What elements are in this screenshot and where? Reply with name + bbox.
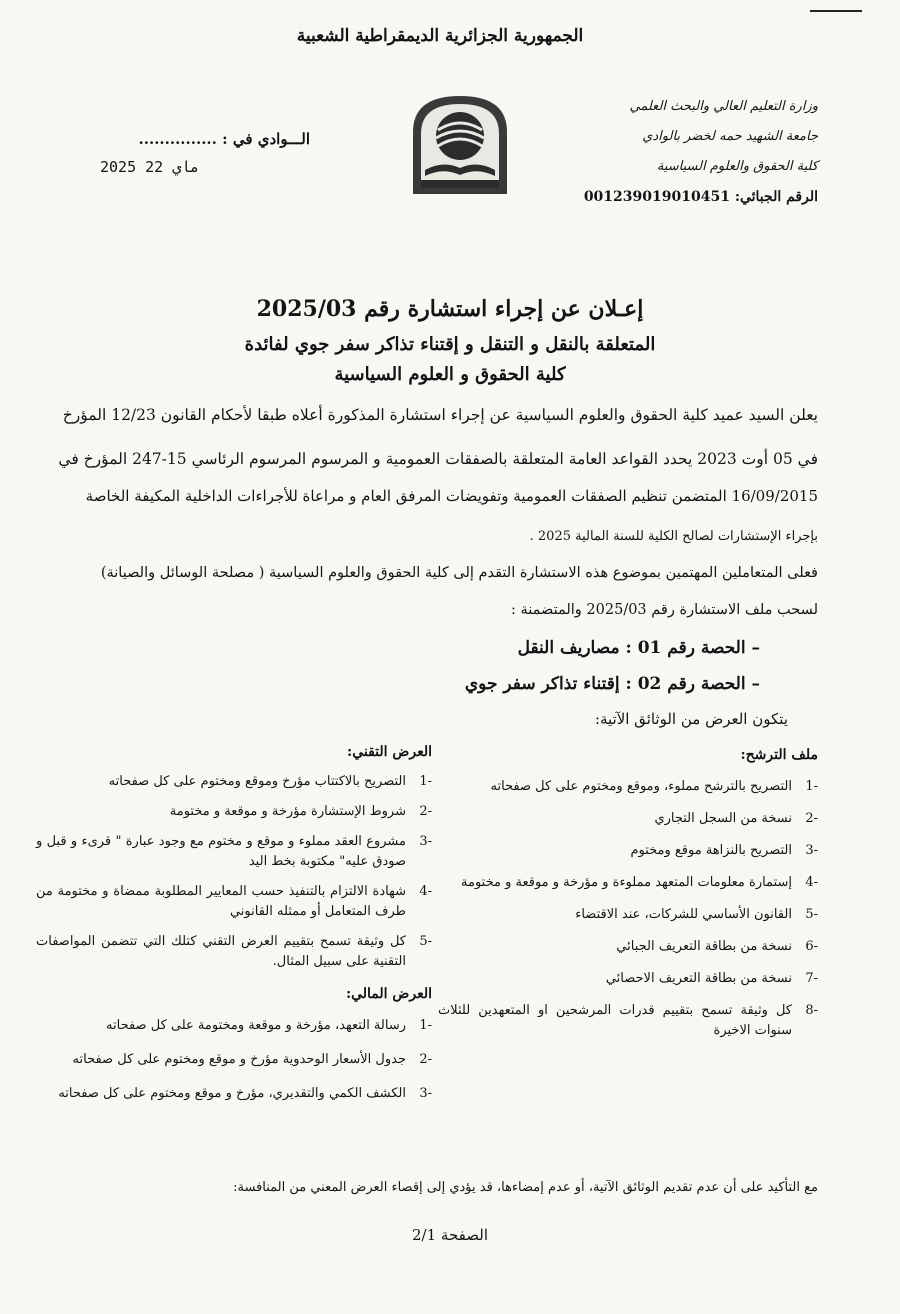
technical-item: -3 مشروع العقد مملوء و موقع و مختوم مع وجود عبارة " قرىء و قبل و صودق عليه" مكتوبة بخط اليد [36,834,432,869]
intro-line-2: في 05 أوت 2023 يحدد القواعد العامة المتعلقة بالصفقات العمومية و المرسوم المرسوم الرئاسي 15-247 المؤرخ في [58,450,818,468]
announcement-subtitle-2: كلية الحقوق و العلوم السياسية [334,364,566,385]
faculty-name: كلية الحقوق والعلوم السياسية [656,159,818,174]
technical-item: -1 التصريح بالاكتتاب مؤرخ وموقع ومختوم على كل صفحاته [108,774,432,789]
candidacy-item: -4 إستمارة معلومات المتعهد مملوءة و مؤرخة و موقعة و مختومة [461,875,818,890]
candidacy-item: -2 نسخة من السجل التجاري [654,811,818,826]
intro-line-3: 16/09/2015 المتضمن تنظيم الصفقات العمومية وتفويضات المرفق العام و مراعاة للأجراءات الداخلية المكيفة الخاصة [85,487,818,505]
university-name: جامعة الشهيد حمه لخضر بالوادي [642,129,818,144]
candidacy-item: -7 نسخة من بطاقة التعريف الاحصائي [605,971,818,986]
intro-line-4: بإجراء الإستشارات لصالح الكلية للسنة المالية 2025 . [529,529,818,544]
financial-item: -2 جدول الأسعار الوحدوية مؤرخ و موقع ومختوم على كل صفحاته [72,1052,432,1067]
fiscal-label: الرقم الجبائي: [734,189,818,205]
university-logo [405,90,515,198]
candidacy-item: -3 التصريح بالنزاهة موقع ومختوم [630,843,818,858]
offer-intro: يتكون العرض من الوثائق الآتية: [594,710,788,728]
intro-line-5: فعلى المتعاملين المهتمين بموضوع هذه الاستشارة التقدم إلى كلية الحقوق والعلوم السياسية ( مصلحة الوسائل والصيانة) [100,565,818,581]
offers-column [36,742,432,1104]
announcement-subtitle-1: المتعلقة بالنقل و التنقل و إقتناء تذاكر سفر جوي لفائدة [244,334,656,355]
fiscal-number-line [558,182,818,212]
candidacy-item: -8 كل وثيقة تسمح بتقييم قدرات المرشحين او المتعهدين للثلاث سنوات الاخيرة [438,1003,818,1038]
top-rule [810,10,862,12]
announcement-title: إعـلان عن إجراء استشارة رقم 2025/03 [256,296,644,322]
candidacy-item: -6 نسخة من بطاقة التعريف الجبائي [616,939,818,954]
page-number: الصفحة 2/1 [412,1226,488,1244]
financial-item: -3 الكشف الكمي والتقديري، مؤرخ و موقع ومختوم على كل صفحاته [58,1086,432,1101]
intro-line-1: يعلن السيد عميد كلية الحقوق والعلوم السياسية عن إجراء استشارة المذكورة أعلاه طبقا لأحكام القانون 12/23 المؤرخ [62,406,818,424]
candidacy-column [438,745,818,1041]
ministry-block [558,92,818,212]
technical-item: -5 كل وثيقة تسمح بتقييم العرض التقني كتلك التي تتضمن المواصفات التقنية على سبيل المثال. [36,934,432,969]
intro-line-6: لسحب ملف الاستشارة رقم 2025/03 والمتضمنة : [511,602,818,618]
lot-2: – الحصة رقم 02 : إقتناء تذاكر سفر جوي [464,674,760,694]
fiscal-number: 001239019010451 [583,189,730,205]
lot-1: – الحصة رقم 01 : مصاريف النقل [517,638,760,658]
candidacy-heading: ملف الترشح: [740,747,818,763]
place-date-label: الـــوادي في : ............... [138,130,310,148]
handwritten-date: 2025 ماي 22 [100,158,200,176]
technical-item: -4 شهادة الالتزام بالتنفيذ حسب المعايير المطلوبة ممضاة و مختومة من طرف المتعامل أو ممثله القانوني [36,884,432,919]
technical-heading: العرض التقني: [347,744,432,760]
footer-note: مع التأكيد على أن عدم تقديم الوثائق الآتية، أو عدم إمضاءها، قد يؤدي إلى إقصاء العرض المعني من المنافسة: [233,1180,818,1195]
ministry-name: وزارة التعليم العالي والبحث العلمي [629,99,818,114]
republic-header: الجمهورية الجزائرية الديمقراطية الشعبية [296,26,584,46]
financial-heading: العرض المالي: [345,986,432,1002]
technical-item: -2 شروط الإستشارة مؤرخة و موقعة و مختومة [169,804,432,819]
candidacy-item: -5 القانون الأساسي للشركات، عند الاقتضاء [575,907,818,922]
financial-item: -1 رسالة التعهد، مؤرخة و موقعة ومختومة على كل صفحاته [106,1018,432,1033]
candidacy-item: -1 التصريح بالترشح مملوء، وموقع ومختوم على كل صفحاته [490,779,818,794]
